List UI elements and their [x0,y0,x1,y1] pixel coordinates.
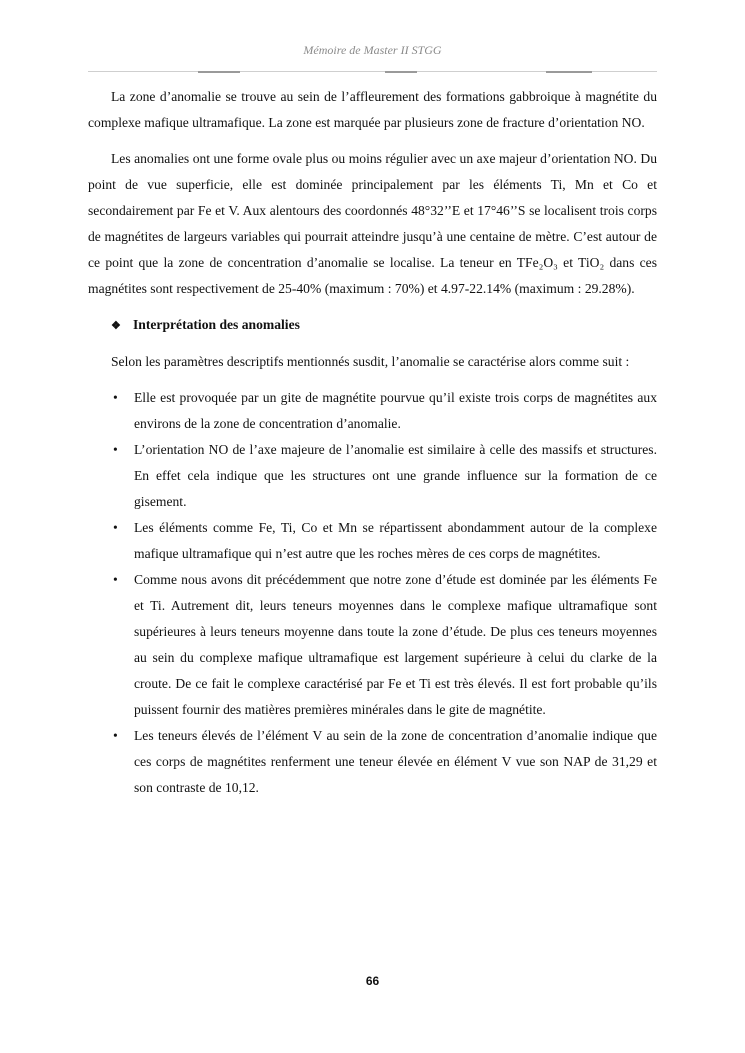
list-item [88,567,657,723]
page-header: Mémoire de Master II STGG [303,43,442,57]
interpretation-list [88,385,657,801]
list-item [88,437,657,515]
paragraph-anomaly-shape: Les anomalies ont une forme ovale plus ou moins régulier avec un axe majeur d’orientation NO. Du point de vue superficie, elle est dominée principalement par les éléments Ti, Mn et Co et secondairement par Fe et V. Aux alentours des coordonnés 48°32’’E et 17°46’’S se localisent trois corps de magnétites de largeurs variables qui pourrait atteindre jusqu’à une centaine de mètre. C’est autour de ce point que la zone de concentration d’anomalie se localise. La teneur en TFe₂O₃ et TiO₂ dans ces magnétites sont respectivement de 25-40% (maximum : 70%) et 4.97-22.14% (maximum : 29.28%). [88,151,657,296]
paragraph-anomaly-zone: La zone d’anomalie se trouve au sein de l’affleurement des formations gabbroique à magnétite du complexe mafique ultramafique. La zone est marquée par plusieurs zone de fracture d’orientation NO. [88,89,657,130]
bullet-dot-icon: • [113,390,118,405]
bullet-dot-icon: • [113,728,118,743]
header-rule [88,71,657,72]
list-item-text: L’orientation NO de l’axe majeure de l’anomalie est similaire à celle des massifs et structures. En effet cela indique que les structures ont une grande influence sur la formation de ce gisement. [134,442,657,509]
list-item-text: Elle est provoquée par un gite de magnétite pourvue qu’il existe trois corps de magnétites aux environs de la zone de concentration d’anomalie. [134,390,657,431]
diamond-bullet-icon: ❖ [111,320,121,332]
bullet-dot-icon: • [113,572,118,587]
document-body [88,84,657,801]
list-item [88,385,657,437]
paragraph-intro: Selon les paramètres descriptifs mentionnés susdit, l’anomalie se caractérise alors comme suit : [111,354,630,369]
list-item-text: Les éléments comme Fe, Ti, Co et Mn se répartissent abondamment autour de la complexe mafique ultramafique qui n’est autre que les roches mères de ces corps de magnétites. [134,520,657,561]
page-number: 66 [365,974,380,988]
list-item [88,515,657,567]
bullet-dot-icon: • [113,442,118,457]
section-heading-text: Interprétation des anomalies [133,317,300,332]
list-item-text: Les teneurs élevés de l’élément V au sein de la zone de concentration d’anomalie indique que ces corps de magnétites renferment une teneur élevée en élément V vue son NAP de 31,29 et son contraste de 10,12. [134,728,657,795]
section-heading [88,312,657,339]
bullet-dot-icon: • [113,520,118,535]
list-item-text: Comme nous avons dit précédemment que notre zone d’étude est dominée par les éléments Fe et Ti. Autrement dit, leurs teneurs moyennes dans le complexe mafique ultramafique sont supérieures à leurs teneurs moyenne dans toute la zone d’étude. De plus ces teneurs moyennes au sein du complexe mafique ultramafique est largement supérieure à celui du clarke de la croute. De ce fait le complexe caractérisé par Fe et Ti est très élevés. Il est fort probable qu’ils puissent fournir des matières premières minérales dans le gite de magnétite. [134,572,657,717]
list-item [88,723,657,801]
